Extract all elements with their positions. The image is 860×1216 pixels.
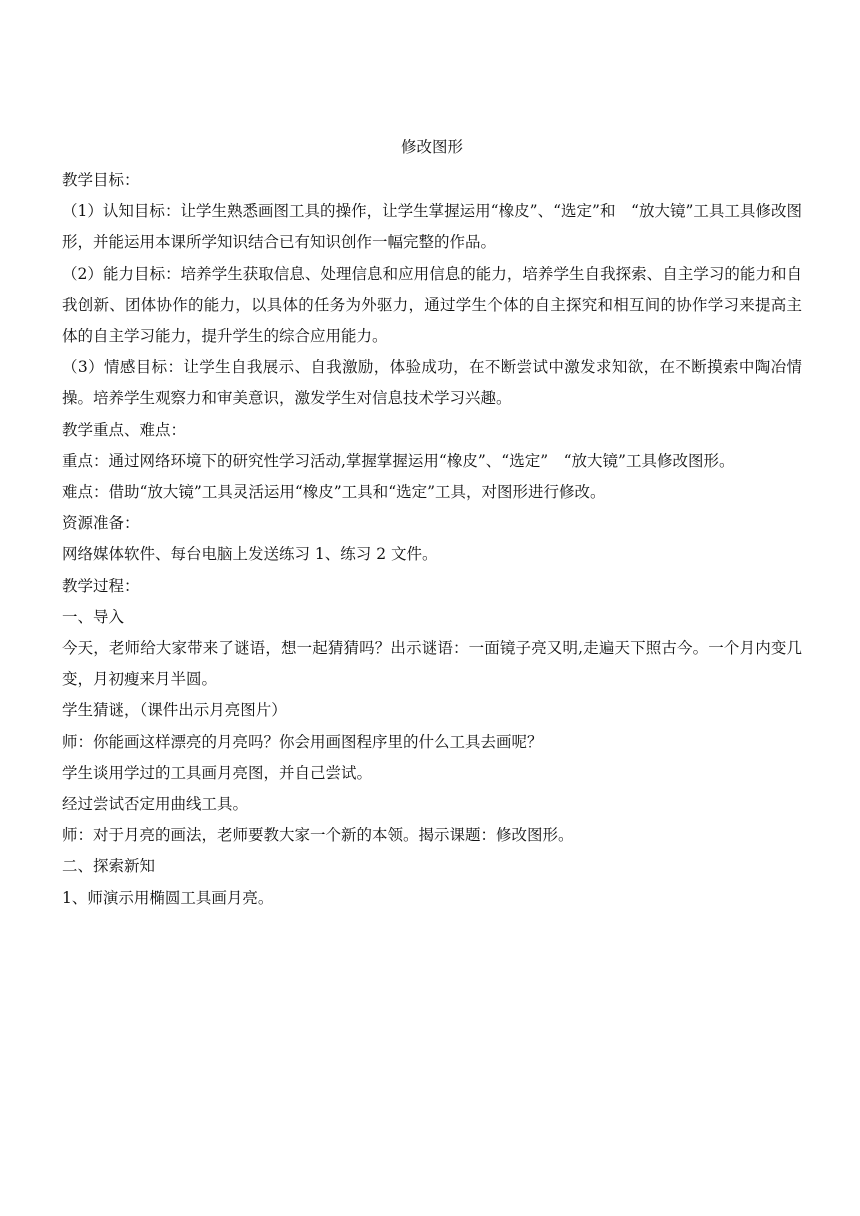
goal-emotion-paragraph: （3）情感目标：让学生自我展示、自我激励，体验成功，在不断尝试中激发求知欲，在不断摸索中陶冶情操。培养学生观察力和审美意识，激发学生对信息技术学习兴趣。 bbox=[62, 358, 802, 408]
goal-cognitive-paragraph: （1）认知目标：让学生熟悉画图工具的操作，让学生掌握运用“橡皮”、“选定”和 “放大镜”工具工具修改图形，并能运用本课所学知识结合已有知识创作一幅完整的作品。 bbox=[62, 202, 802, 252]
students-guess-paragraph: 学生猜谜，（课件出示月亮图片） bbox=[62, 701, 287, 720]
resources-paragraph: 网络媒体软件、每台电脑上发送练习 1、练习 2 文件。 bbox=[62, 545, 438, 564]
demo-ellipse-paragraph: 1、师演示用椭圆工具画月亮。 bbox=[62, 888, 274, 907]
document-page bbox=[62, 133, 802, 914]
students-try-paragraph: 学生谈用学过的工具画月亮图，并自己尝试。 bbox=[62, 763, 373, 782]
heading-key-points: 教学重点、难点： bbox=[62, 420, 187, 439]
heading-teaching-goals: 教学目标： bbox=[62, 171, 140, 189]
teacher-question-paragraph: 师：你能画这样漂亮的月亮吗？你会用画图程序里的什么工具去画呢？ bbox=[62, 732, 543, 751]
goal-ability-paragraph: （2）能力目标：培养学生获取信息、处理信息和应用信息的能力，培养学生自我探索、自主学习的能力和自我创新、团体协作的能力，以具体的任务为外驱力，通过学生个体的自主探究和相互间的协作学习来提高主体的自主学习能力，提升学生的综合应用能力。 bbox=[62, 264, 802, 346]
riddle-paragraph: 今天，老师给大家带来了谜语，想一起猜猜吗？出示谜语：一面镜子亮又明,走遍天下照古今。一个月内变几变，月初瘦来月半圆。 bbox=[62, 639, 802, 689]
key-point-paragraph: 重点：通过网络环境下的研究性学习活动,掌握掌握运用“橡皮”、“选定” “放大镜”工具修改图形。 bbox=[62, 451, 735, 470]
heading-teaching-process: 教学过程： bbox=[62, 576, 140, 595]
document-title: 修改图形 bbox=[400, 138, 463, 156]
section-introduction-heading: 一、导入 bbox=[62, 607, 125, 626]
difficulty-paragraph: 难点：借助“放大镜”工具灵活运用“橡皮”工具和“选定”工具，对图形进行修改。 bbox=[62, 483, 606, 502]
section-explore-heading: 二、探索新知 bbox=[62, 857, 156, 876]
reveal-topic-paragraph: 师：对于月亮的画法，老师要教大家一个新的本领。揭示课题：修改图形。 bbox=[62, 826, 574, 845]
curve-tool-paragraph: 经过尝试否定用曲线工具。 bbox=[62, 795, 249, 814]
heading-resources: 资源准备： bbox=[62, 514, 140, 533]
